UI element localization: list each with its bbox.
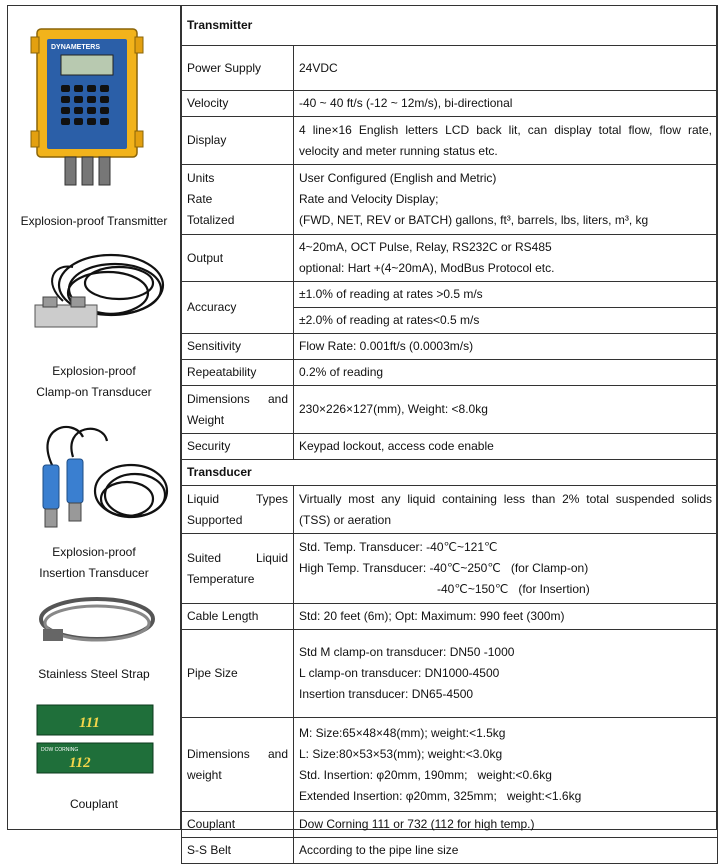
caption-couplant: Couplant	[69, 797, 119, 811]
row-dimensions	[182, 386, 718, 434]
label-pipe-size: Pipe Size	[182, 630, 294, 718]
row-couplant	[182, 812, 718, 838]
value-accuracy-line2: ±2.0% of reading at rates<0.5 m/s	[294, 307, 717, 333]
section-transducer-row	[182, 460, 718, 486]
value-velocity: -40 ~ 40 ft/s (-12 ~ 12m/s), bi-directional	[294, 91, 718, 117]
value-repeatability: 0.2% of reading	[294, 360, 718, 386]
label-temperature: Temperature	[187, 571, 255, 586]
label-supported: Supported	[187, 512, 243, 527]
value-units-line1: User Configured (English and Metric)	[299, 171, 497, 185]
value-display-line1: 4 line×16 English letters LCD back lit, can display total flow, flow rate,	[299, 122, 713, 137]
couplant-112-label: 112	[69, 755, 91, 771]
label-totalized: Totalized	[187, 213, 235, 227]
value-dimensions: 230×226×127(mm), Weight: <8.0kg	[294, 386, 718, 434]
value-pipe-line1: Std M clamp-on transducer: DN50 -1000	[299, 645, 515, 659]
label-dimensions: Dimensions	[187, 391, 250, 406]
label-output: Output	[182, 235, 294, 282]
label-accuracy: Accuracy	[182, 282, 294, 334]
label-cable-length: Cable Length	[182, 604, 294, 630]
value-pipe-line2: L clamp-on transducer: DN1000-4500	[299, 666, 500, 680]
label-rate: Rate	[187, 192, 213, 206]
value-dimw-line1: M: Size:65×48×48(mm); weight:<1.5kg	[299, 725, 506, 740]
section-title-transmitter: Transmitter	[182, 6, 718, 46]
value-output-line1: 4~20mA, OCT Pulse, Relay, RS232C or RS485	[299, 240, 552, 254]
caption-clamp-line1: Explosion-proof	[52, 364, 136, 378]
row-dimensions-weight	[182, 718, 718, 812]
label-liquid: Liquid	[187, 491, 220, 506]
couplant-maker-label: DOW CORNING	[41, 747, 79, 753]
label-sensitivity: Sensitivity	[182, 334, 294, 360]
value-dimw-line2: L: Size:80×53×53(mm); weight:<3.0kg	[299, 746, 503, 761]
value-temp-line1: Std. Temp. Transducer: -40℃~121℃	[299, 540, 498, 554]
value-units-line2: Rate and Velocity Display;	[299, 192, 439, 206]
value-display-line2: velocity and meter running status etc.	[299, 143, 498, 158]
row-output	[182, 235, 718, 282]
transmitter-image	[27, 23, 147, 195]
value-liquid-line2: (TSS) or aeration	[299, 512, 392, 527]
value-ss-belt: According to the pipe line size	[294, 838, 718, 864]
couplant-image	[33, 699, 159, 783]
value-dimw-line4: Extended Insertion: φ20mm, 325mm; weight:<1.6kg	[299, 788, 582, 803]
label-display: Display	[182, 117, 294, 165]
row-units	[182, 165, 718, 235]
label-power-supply: Power Supply	[182, 46, 294, 91]
label-ss-belt: S-S Belt	[182, 838, 294, 864]
label-security: Security	[182, 434, 294, 460]
value-liquid-line1: Virtually most any liquid containing less than 2% total suspended solids	[299, 491, 713, 506]
caption-insertion-line2: Insertion Transducer	[39, 566, 149, 580]
value-dimw-line3: Std. Insertion: φ20mm, 190mm; weight:<0.6kg	[299, 767, 552, 782]
value-sensitivity: Flow Rate: 0.001ft/s (0.0003m/s)	[294, 334, 718, 360]
row-liquid-types	[182, 486, 718, 534]
label-weight: Weight	[187, 412, 225, 427]
label-dimensions-2: Dimensions	[187, 746, 250, 761]
steel-strap-image	[35, 589, 159, 655]
label-repeatability: Repeatability	[182, 360, 294, 386]
row-display	[182, 117, 718, 165]
row-accuracy	[182, 282, 718, 334]
brand-label: DYNAMETERS	[51, 44, 101, 51]
row-pipe-size	[182, 630, 718, 718]
label-couplant: Couplant	[182, 812, 294, 838]
product-image-column	[7, 5, 181, 830]
label-units: Units	[187, 171, 215, 185]
label-and-2: and	[267, 746, 288, 761]
section-title-transducer: Transducer	[182, 460, 718, 486]
section-transmitter-row	[182, 6, 718, 46]
value-power-supply: 24VDC	[294, 46, 718, 91]
value-temp-line3: -40℃~150℃ (for Insertion)	[437, 582, 590, 596]
row-ss-belt	[182, 838, 718, 864]
label-velocity: Velocity	[182, 91, 294, 117]
value-cable-length: Std: 20 feet (6m); Opt: Maximum: 990 feet (300m)	[294, 604, 718, 630]
row-cable-length	[182, 604, 718, 630]
clamp-on-transducer-image	[23, 243, 173, 353]
couplant-111-label: 111	[79, 715, 100, 731]
row-power-supply	[182, 46, 718, 91]
spec-table	[181, 5, 718, 864]
value-accuracy-line1: ±1.0% of reading at rates >0.5 m/s	[299, 287, 483, 301]
label-suited: Suited	[187, 550, 222, 565]
row-repeatability	[182, 360, 718, 386]
label-dimensions-and: and	[267, 391, 288, 406]
value-temp-line2: High Temp. Transducer: -40℃~250℃ (for Clamp-on)	[299, 561, 589, 575]
row-sensitivity	[182, 334, 718, 360]
label-weight-2: weight	[187, 767, 222, 782]
value-couplant: Dow Corning 111 or 732 (112 for high temp.)	[294, 812, 718, 838]
label-types: Types	[255, 491, 288, 506]
label-liquid-2: Liquid	[255, 550, 288, 565]
row-velocity	[182, 91, 718, 117]
caption-insertion-line1: Explosion-proof	[52, 545, 136, 559]
value-units-line3: (FWD, NET, REV or BATCH) gallons, ft³, barrels, lbs, liters, m³, kg	[299, 213, 649, 227]
caption-transmitter: Explosion-proof Transmitter	[20, 214, 168, 228]
value-security: Keypad lockout, access code enable	[294, 434, 718, 460]
row-suited-liquid-temperature	[182, 534, 718, 604]
insertion-transducer-image	[23, 417, 173, 535]
caption-strap: Stainless Steel Strap	[38, 667, 150, 681]
row-security	[182, 434, 718, 460]
caption-clamp-line2: Clamp-on Transducer	[36, 385, 152, 399]
value-pipe-line3: Insertion transducer: DN65-4500	[299, 687, 474, 701]
value-output-line2: optional: Hart +(4~20mA), ModBus Protocol etc.	[299, 261, 555, 275]
